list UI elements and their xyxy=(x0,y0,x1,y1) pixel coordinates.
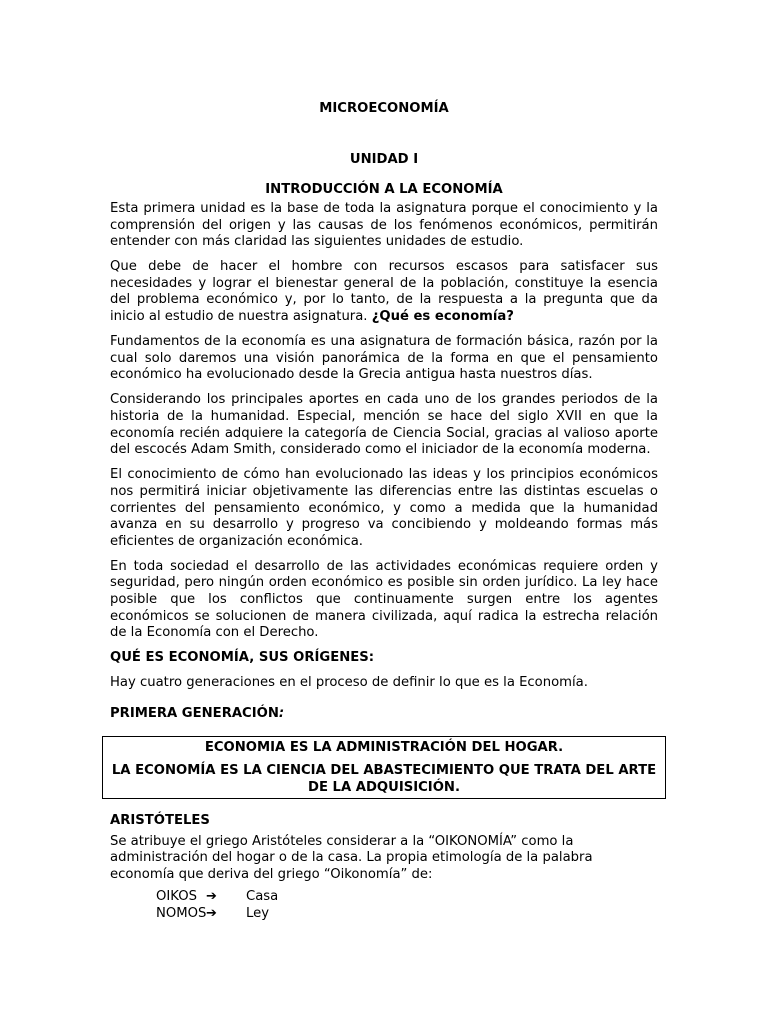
aristotle-heading: ARISTÓTELES xyxy=(110,813,210,829)
paragraph-5: El conocimiento de cómo han evolucionado las ideas y los principios económicos nos permitirá iniciar objetivamente las diferencias entre las distintas escuelas o corrientes del pensamiento económico, y como a medida que la humanidad avanza en su desarrollo y progreso va concibiendo y moldeando formas más eficientes de organización económica. xyxy=(110,467,658,549)
etymology-list xyxy=(156,889,658,922)
definition-box xyxy=(102,736,666,800)
etymology-meaning: Casa xyxy=(246,889,279,905)
first-generation-label: PRIMERA GENERACIÓN xyxy=(110,705,279,721)
aristotle-paragraph: Se atribuye el griego Aristóteles considerar a la “OIKONOMÍA” como la administración del hogar o de la casa. La propia etimología de la palabra economía que deriva del griego “Oikonomía” de: xyxy=(110,833,593,882)
etymology-meaning: Ley xyxy=(246,906,270,921)
document-body xyxy=(110,201,658,923)
arrow-right-icon: ➔ xyxy=(206,889,217,905)
arrow-right-icon: ➔ xyxy=(206,906,217,921)
paragraph-1: Esta primera unidad es la base de toda la asignatura porque el conocimiento y la comprensión del origen y las causas de los fenómenos económicos, permitirán entender con más claridad las siguientes unidades de estudio. xyxy=(110,201,658,250)
paragraph-6: En toda sociedad el desarrollo de las actividades económicas requiere orden y seguridad, pero ningún orden económico es posible sin orden jurídico. La ley hace posible que los conflictos que continuamente surgen entre los agentes económicos se solucionen de manera civilizada, aquí radica la estrecha relación de la Economía con el Derecho. xyxy=(110,558,658,641)
document-title: MICROECONOMÍA xyxy=(319,101,449,116)
question-text: ¿Qué es economía? xyxy=(371,309,514,325)
paragraph-2-text: Que debe de hacer el hombre con recursos escasos para satisfacer sus necesidades y lograr el bienestar general de la población, constituye la esencia del problema económico y, por lo tanto, de la respuesta a la pregunta que da inicio al estudio de nuestra asignatura. xyxy=(110,259,658,325)
etymology-row-nomos xyxy=(156,906,658,923)
unit-heading: UNIDAD I xyxy=(349,152,419,167)
etymology-row-oikos xyxy=(156,889,658,906)
intro-heading: INTRODUCCIÓN A LA ECONOMÍA xyxy=(265,182,503,197)
paragraph-4: Considerando los principales aportes en cada uno de los grandes periodos de la historia de la humanidad. Especial, mención se hace del siglo XVII en que la economía recién adquiere la categoría de Ciencia Social, gracias al valioso aporte del escocés Adam Smith, considerado como el iniciador de la economía moderna. xyxy=(110,392,658,458)
paragraph-3: Fundamentos de la economía es una asignatura de formación básica, razón por la cual solo daremos una visión panorámica de la forma en que el pensamiento económico ha evolucionado desde la Grecia antigua hasta nuestros días. xyxy=(110,334,658,383)
first-generation-colon: : xyxy=(278,705,285,721)
first-generation-heading xyxy=(110,706,658,723)
origins-paragraph: Hay cuatro generaciones en el proceso de definir lo que es la Economía. xyxy=(110,675,588,691)
origins-heading: QUÉ ES ECONOMÍA, SUS ORÍGENES: xyxy=(110,650,375,666)
paragraph-2 xyxy=(110,259,658,325)
etymology-word: NOMOS xyxy=(156,906,207,921)
etymology-word: OIKOS xyxy=(156,889,197,905)
definition-line-1: ECONOMIA ES LA ADMINISTRACIÓN DEL HOGAR. xyxy=(204,739,564,755)
definition-line-2: LA ECONOMÍA ES LA CIENCIA DEL ABASTECIMIENTO QUE TRATA DEL ARTE DE LA ADQUISICIÓN. xyxy=(111,763,657,795)
